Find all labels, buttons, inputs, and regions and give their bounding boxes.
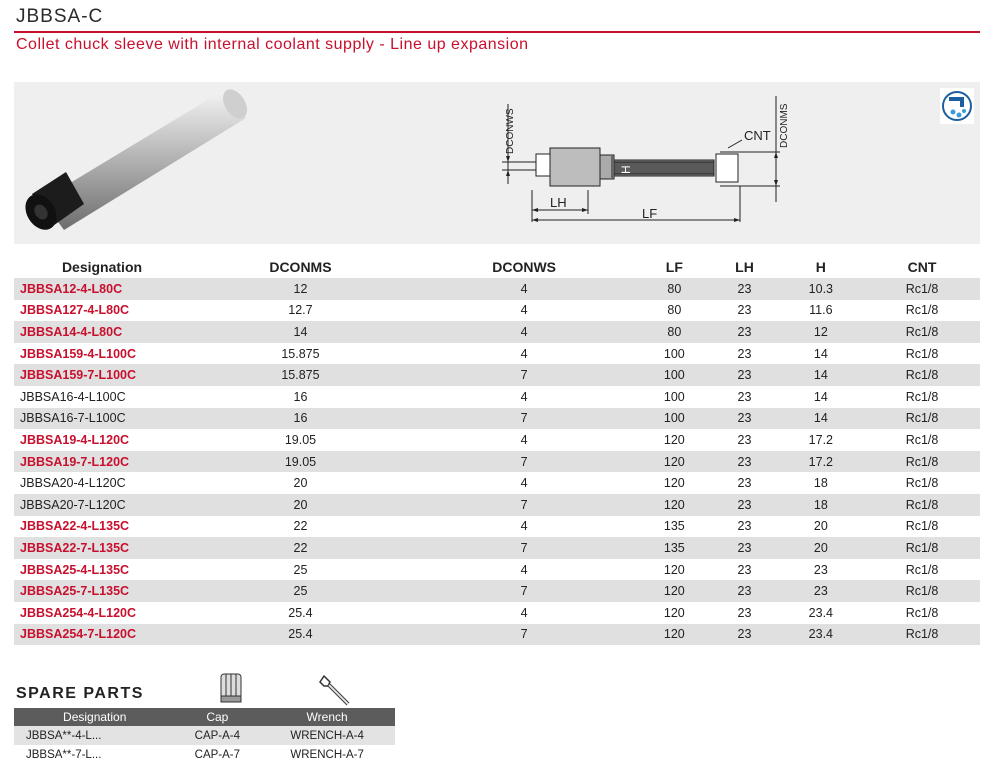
cell-lh: 23 [737,346,752,361]
cell-h: 14 [813,346,828,361]
col-cnt: CNT [907,259,937,275]
cell-lh: 23 [737,519,752,534]
cell-lf: 100 [663,368,685,383]
cell-dconms: 14 [293,324,308,339]
table-row [14,580,980,602]
cell-h: 23.4 [808,605,834,620]
cell-cnt: Rc1/8 [905,389,939,404]
cell-des: JBBSA254-7-L120C [20,627,137,642]
cell-lf: 80 [667,303,682,318]
cell-cnt: Rc1/8 [905,281,939,296]
product-photo [14,82,254,244]
cell-cnt: Rc1/8 [905,605,939,620]
spare-cell-wrench: WRENCH-A-7 [290,748,364,761]
cell-lh: 23 [737,540,752,555]
cell-dconms: 20 [293,497,308,512]
cell-dconws: 7 [520,411,528,426]
table-row [14,494,980,516]
cell-lh: 23 [737,324,752,339]
table-row [14,602,980,624]
cell-lh: 23 [737,432,752,447]
cell-lh: 23 [737,605,752,620]
cell-dconws: 7 [520,627,528,642]
table-row [14,537,980,559]
cell-dconws: 4 [520,519,528,534]
cell-dconws: 4 [520,432,528,447]
cell-dconms: 16 [293,389,308,404]
table-row [14,364,980,386]
cell-des: JBBSA25-7-L135C [20,584,130,599]
cell-h: 12 [813,324,828,339]
cell-cnt: Rc1/8 [905,368,939,383]
cell-des: JBBSA159-4-L100C [20,346,137,361]
product-table [14,256,980,645]
cell-h: 10.3 [808,281,834,296]
cell-lh: 23 [737,454,752,469]
cell-lh: 23 [737,411,752,426]
cell-dconms: 25 [293,584,308,599]
cell-h: 23.4 [808,627,834,642]
cell-dconms: 25.4 [288,605,313,620]
cell-dconms: 20 [293,476,308,491]
table-header-row [14,256,980,278]
cell-des: JBBSA16-7-L100C [20,411,126,426]
cell-cnt: Rc1/8 [905,346,939,361]
label-cnt: CNT [744,128,771,143]
cell-h: 18 [813,497,828,512]
label-dconms: DCONMS [779,103,790,148]
cell-dconws: 7 [520,584,528,599]
cap-icon [218,670,244,706]
cell-des: JBBSA159-7-L100C [20,368,137,383]
cell-des: JBBSA19-7-L120C [20,454,130,469]
cell-dconws: 4 [520,324,528,339]
table-row [14,321,980,343]
cell-h: 14 [813,389,828,404]
table-row [14,559,980,581]
cell-h: 11.6 [809,303,833,318]
cell-dconws: 4 [520,605,528,620]
table-row [14,408,980,430]
cell-lh: 23 [737,476,752,491]
cell-cnt: Rc1/8 [905,432,939,447]
table-row [14,386,980,408]
cell-dconms: 19.05 [284,432,317,447]
cell-cnt: Rc1/8 [905,324,939,339]
cell-cnt: Rc1/8 [905,540,939,555]
cell-lh: 23 [737,303,752,318]
table-row [14,472,980,494]
cell-dconws: 4 [520,303,528,318]
label-dconws: DCONWS [505,108,516,154]
cell-dconms: 12.7 [288,303,313,318]
cell-dconws: 7 [520,497,528,512]
cell-cnt: Rc1/8 [905,476,939,491]
cell-des: JBBSA14-4-L80C [20,324,123,339]
table-row [14,516,980,538]
table-row [14,429,980,451]
cell-lf: 100 [663,411,685,426]
table-row [14,451,980,473]
spare-parts-table [14,708,395,764]
cell-des: JBBSA22-4-L135C [20,519,130,534]
cell-des: JBBSA127-4-L80C [20,303,130,318]
col-designation: Designation [61,259,143,275]
spare-col-designation: Designation [14,708,175,726]
cell-lf: 135 [663,519,685,534]
cell-cnt: Rc1/8 [905,584,939,599]
cell-dconws: 7 [520,540,528,555]
cell-dconms: 15.875 [281,346,320,361]
cell-lf: 120 [663,562,685,577]
cell-dconms: 22 [293,540,308,555]
table-row [14,300,980,322]
table-row [14,278,980,300]
cell-des: JBBSA22-7-L135C [20,540,130,555]
cell-dconms: 12 [293,281,308,296]
cell-lf: 120 [663,627,685,642]
label-h: H [619,165,633,174]
cell-lf: 80 [667,324,682,339]
cell-lf: 120 [663,605,685,620]
cell-h: 14 [813,368,828,383]
cell-h: 18 [813,476,828,491]
cell-lh: 23 [737,627,752,642]
cell-lf: 120 [663,432,685,447]
cell-cnt: Rc1/8 [905,497,939,512]
cell-cnt: Rc1/8 [905,519,939,534]
cell-des: JBBSA25-4-L135C [20,562,130,577]
cell-dconms: 25 [293,562,308,577]
spare-cell-cap: CAP-A-7 [194,748,241,761]
cell-cnt: Rc1/8 [905,627,939,642]
cell-des: JBBSA19-4-L120C [20,432,130,447]
spare-col-wrench: Wrench [259,708,395,726]
cell-des: JBBSA20-7-L120C [20,497,126,512]
cell-lh: 23 [737,368,752,383]
spare-cell-des: JBBSA**-4-L... [26,729,102,742]
wrench-icon [318,672,354,708]
page-subtitle: Collet chuck sleeve with internal coolant supply - Line up expansion [16,36,529,53]
cell-dconws: 7 [520,368,528,383]
cell-lf: 120 [663,454,685,469]
cell-des: JBBSA16-4-L100C [20,389,126,404]
cell-lf: 120 [663,584,685,599]
spare-header-row [14,708,395,726]
cell-cnt: Rc1/8 [905,562,939,577]
cell-lf: 135 [663,540,685,555]
cell-h: 23 [813,562,828,577]
cell-dconws: 4 [520,281,528,296]
cell-h: 14 [813,411,828,426]
cell-des: JBBSA20-4-L120C [20,476,126,491]
cell-dconws: 7 [520,454,528,469]
spare-cell-des: JBBSA**-7-L... [26,748,102,761]
col-lf: LF [665,259,683,275]
col-dconws: DCONWS [492,259,556,275]
cell-lh: 23 [737,562,752,577]
cell-h: 23 [813,584,828,599]
cell-lh: 23 [737,584,752,599]
table-row [14,343,980,365]
table-row [14,624,980,646]
cell-h: 17.2 [808,454,834,469]
cell-dconms: 25.4 [288,627,313,642]
spare-parts-title: SPARE PARTS [16,685,144,702]
spare-row [14,726,395,745]
cell-dconws: 4 [520,476,528,491]
col-dconms: DCONMS [269,259,332,275]
cell-lf: 100 [663,346,685,361]
col-lh: LH [735,259,754,275]
spare-cell-cap: CAP-A-4 [194,729,241,742]
cell-lh: 23 [737,497,752,512]
technical-drawing [484,82,804,244]
coolant-icon [940,88,974,124]
product-figure-band [14,82,980,244]
cell-lf: 100 [663,389,685,404]
cell-lf: 80 [667,281,682,296]
spare-row [14,745,395,764]
cell-lf: 120 [663,476,685,491]
page-title: JBBSA-C [16,6,104,27]
cell-dconms: 16 [293,411,308,426]
cell-dconms: 19.05 [284,454,317,469]
spare-cell-wrench: WRENCH-A-4 [290,729,364,742]
cell-dconms: 15.875 [281,368,320,383]
spare-col-cap: Cap [175,708,259,726]
cell-des: JBBSA12-4-L80C [20,281,123,296]
label-lf: LF [642,206,658,221]
cell-dconws: 4 [520,389,528,404]
cell-des: JBBSA254-4-L120C [20,605,137,620]
cell-cnt: Rc1/8 [905,303,939,318]
cell-cnt: Rc1/8 [905,454,939,469]
cell-lh: 23 [737,389,752,404]
cell-dconws: 4 [520,346,528,361]
cell-lf: 120 [663,497,685,512]
cell-h: 17.2 [808,432,834,447]
cell-cnt: Rc1/8 [905,411,939,426]
cell-lh: 23 [737,281,752,296]
cell-dconws: 4 [520,562,528,577]
cell-h: 20 [813,519,828,534]
cell-dconms: 22 [293,519,308,534]
col-h: H [815,259,826,275]
cell-h: 20 [813,540,828,555]
label-lh: LH [550,195,567,210]
title-divider [14,31,980,33]
